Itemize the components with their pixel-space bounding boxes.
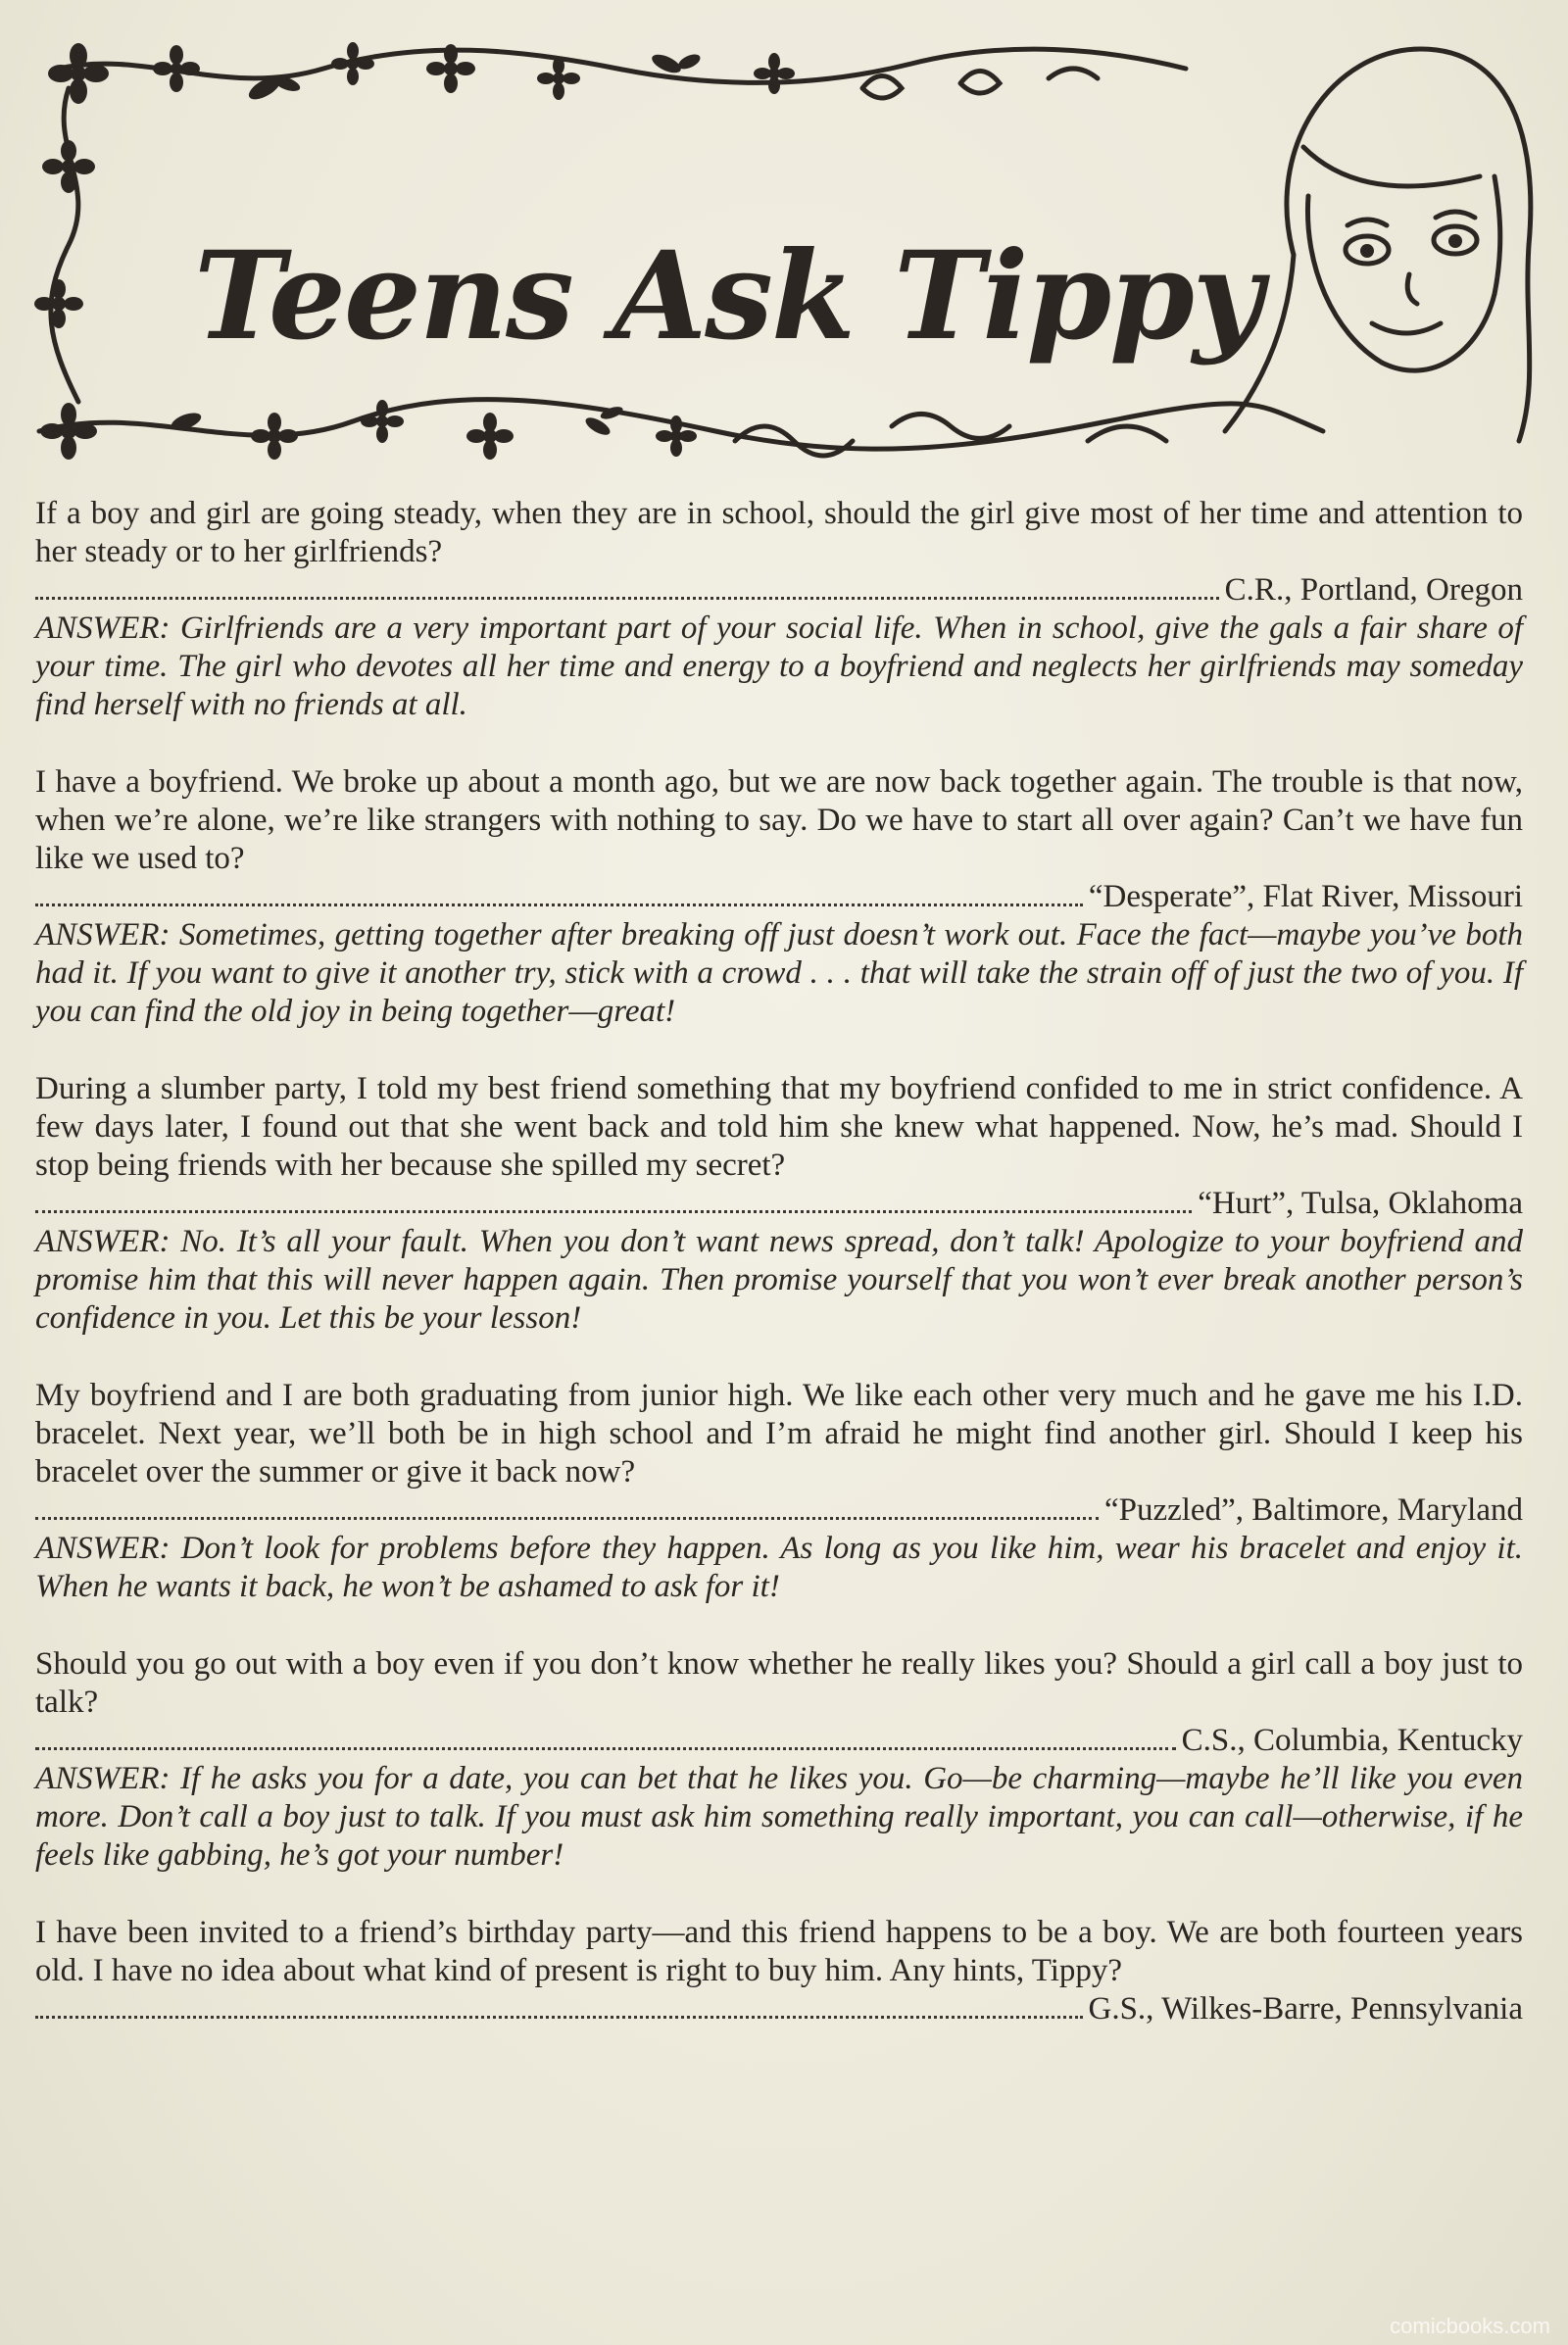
tippy-portrait <box>1225 49 1531 441</box>
qa-entry <box>35 1377 1523 1606</box>
answer-body: Sometimes, getting together after breaking off just doesn’t work out. Face the fact—maybe you’ve both had it. If you want to give it another try, stick with a crowd . . . that will take the strain off of just the two of you. If you can find the old joy in being together—great! <box>35 917 1523 1029</box>
qa-entry <box>35 495 1523 724</box>
answer-label: ANSWER: <box>35 1761 171 1796</box>
answer-label: ANSWER: <box>35 917 171 953</box>
signature-line <box>35 1990 1523 2028</box>
dot-leader <box>35 1189 1192 1213</box>
answer-label: ANSWER: <box>35 611 171 646</box>
signature-line <box>35 878 1523 916</box>
signature: “Puzzled”, Baltimore, Maryland <box>1103 1492 1523 1528</box>
signature: C.S., Columbia, Kentucky <box>1181 1723 1523 1758</box>
signature: G.S., Wilkes-Barre, Pennsylvania <box>1088 1991 1523 2027</box>
answer-text <box>35 916 1523 1031</box>
answer-body: Don’t look for problems before they happen. As long as you like him, wear his bracelet and enjoy it. When he wants it back, he won’t be ashamed to ask for it! <box>35 1531 1524 1604</box>
answer-text <box>35 1223 1523 1338</box>
qa-entry <box>35 1914 1523 2028</box>
dot-leader <box>35 1726 1176 1750</box>
answer-text <box>35 1530 1523 1606</box>
signature: “Desperate”, Flat River, Missouri <box>1088 879 1523 914</box>
signature-line <box>35 1722 1523 1760</box>
question-text: During a slumber party, I told my best friend something that my boyfriend confided to me in strict confidence. A few days later, I found out that she went back and told him she knew what happened. Now, he’s mad. Should I stop being friends with her because she spilled my secret? <box>35 1071 1523 1183</box>
answer-body: If he asks you for a date, you can bet that he likes you. Go—be charming—maybe he’ll like you even more. Don’t call a boy just to talk. If you must ask him something really important, you can call—otherwise, if he feels like gabbing, he’s got your number! <box>35 1761 1523 1873</box>
signature-line <box>35 571 1523 610</box>
answer-text <box>35 610 1523 724</box>
answer-text <box>35 1760 1523 1875</box>
site-watermark: comicbooks.com <box>1390 2314 1550 2338</box>
answer-body: No. It’s all your fault. When you don’t want news spread, don’t talk! Apologize to your boyfriend and promise him that this will never happen again. Then promise yourself that you won’t ever break another person’s confidence in you. Let this be your lesson! <box>35 1224 1524 1336</box>
signature-line <box>35 1491 1523 1530</box>
signature: “Hurt”, Tulsa, Oklahoma <box>1198 1186 1523 1221</box>
column-header <box>29 29 1539 480</box>
signature: C.R., Portland, Oregon <box>1224 572 1523 608</box>
qa-entry <box>35 763 1523 1031</box>
qa-entry <box>35 1645 1523 1875</box>
signature-line <box>35 1185 1523 1223</box>
question-text: I have a boyfriend. We broke up about a month ago, but we are now back together again. The trouble is that now, when we’re alone, we’re like strangers with nothing to say. Do we have to start all over again? Can’t we have fun like we used to? <box>35 764 1523 876</box>
dot-leader <box>35 575 1219 600</box>
question-text: Should you go out with a boy even if you don’t know whether he really likes you? Should a girl call a boy just to talk? <box>35 1646 1523 1720</box>
answer-label: ANSWER: <box>35 1224 171 1259</box>
dot-leader <box>35 1994 1083 2019</box>
dot-leader <box>35 1495 1099 1520</box>
dot-leader <box>35 882 1083 906</box>
column-title: Teens Ask Tippy <box>194 225 1261 367</box>
question-text: I have been invited to a friend’s birthday party—and this friend happens to be a boy. We are both fourteen years old. I have no idea about what kind of present is right to buy him. Any hints, Tippy? <box>35 1915 1523 1988</box>
answer-body: Girlfriends are a very important part of your social life. When in school, give the gals a fair share of your time. The girl who devotes all her time and energy to a boyfriend and neglects her girlfriends may someday find herself with no friends at all. <box>35 611 1524 722</box>
answer-label: ANSWER: <box>35 1531 171 1566</box>
qa-column <box>35 495 1523 2068</box>
question-text: If a boy and girl are going steady, when they are in school, should the girl give most of her time and attention to her steady or to her girlfriends? <box>35 496 1523 569</box>
qa-entry <box>35 1070 1523 1338</box>
question-text: My boyfriend and I are both graduating from junior high. We like each other very much and he gave me his I.D. bracelet. Next year, we’ll both be in high school and I’m afraid he might find another girl. Should I keep his bracelet over the summer or give it back now? <box>35 1378 1523 1490</box>
